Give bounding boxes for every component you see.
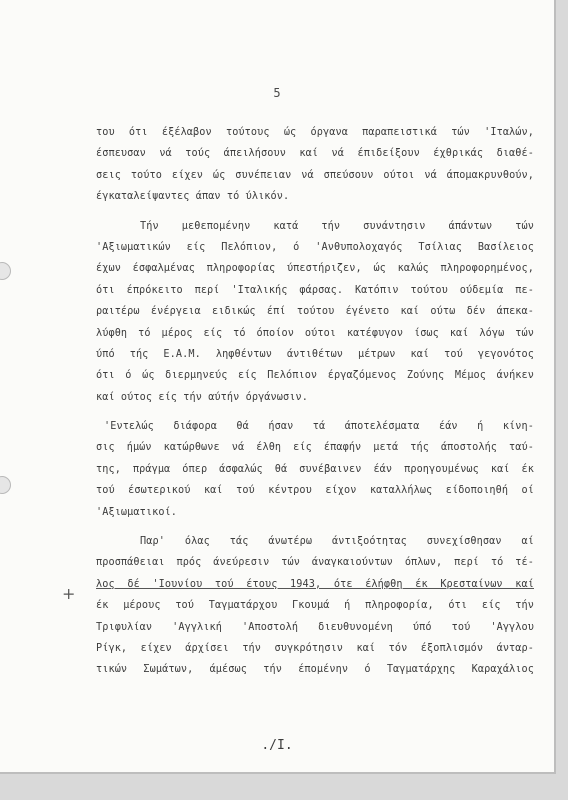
- text-line: τού έσωτερικού καί τού κέντρου είχον καταλλήλως είδοποιηθή οί: [96, 485, 534, 497]
- body-text: [96, 122, 534, 681]
- page-number: 5: [273, 86, 281, 100]
- underlined-text-line: λος δέ 'Ιουνίου τού έτους 1943, ότε έλήφθη έκ Κρεσταίνων καί: [96, 578, 534, 590]
- text-line: τικών Σωμάτων, άμέσως τήν έπομένην ό Ταγματάρχης Καραχάλιος: [96, 664, 534, 676]
- continuation-mark: ./I.: [261, 738, 293, 753]
- text-line: ότι έπρόκειτο περί 'Ιταλικής φάρσας. Κατόπιν τούτου ούδεμία πε-: [96, 284, 534, 296]
- text-line: έχων έσφαλμένας πληροφορίας ύπεστήριζεν, ώς καλώς πληροφορημένος,: [96, 263, 534, 275]
- text-line: έσπευσαν νά τούς άπειλήσουν καί νά έπιδείξουν έχθρικάς διαθέ-: [96, 148, 534, 160]
- text-line: της, πράγμα όπερ άσφαλώς θά συνέβαινεν έάν προηγουμένως καί έκ: [96, 463, 534, 475]
- text-line: ότι ό ώς διερμηνεύς είς Πελόπιον έργαζόμενος Ζούνης Μέμος άνήκεν: [96, 370, 534, 382]
- text-line: Ρίγκ, είχεν άρχίσει τήν συγκρότησιν καί τόν έξοπλισμόν άνταρ-: [96, 642, 534, 654]
- text-line: Τήν μεθεπομένην κατά τήν συνάντησιν άπάντων τών: [140, 220, 534, 232]
- text-line: 'Αξιωματικοί.: [96, 506, 178, 518]
- text-line: 'Εντελώς διάφορα θά ήσαν τά άποτελέσματα έάν ή κίνη-: [104, 421, 534, 433]
- text-line: καί ούτος είς τήν αύτήν όργάνωσιν.: [96, 391, 308, 403]
- text-line: 'Αξιωματικών είς Πελόπιον, ό 'Ανθυπολοχαγός Τσίλιας Βασίλειος: [96, 241, 534, 253]
- text-line: ραιτέρω ένέργεια ειδικώς έπί τούτου έγένετο καί ούτω δέν άπεκα-: [96, 306, 534, 318]
- text-line: προσπάθειαι πρός άνεύρεσιν τών άναγκαιούντων όπλων, περί τό τέ-: [96, 557, 534, 569]
- punch-hole: [0, 476, 11, 494]
- text-line: λύφθη τό μέρος είς τό όποίον ούτοι κατέφυγον ίσως καί λόγω τών: [96, 327, 534, 339]
- text-line: Παρ' όλας τάς άνωτέρω άντιξοότητας συνεχίσθησαν αί: [140, 536, 534, 548]
- text-line: Τριφυλίαν 'Αγγλική 'Αποστολή διευθυνομένη ύπό τού 'Αγγλου: [96, 621, 534, 633]
- text-line: έκ μέρους τού Ταγματάρχου Γκουμά ή πληροφορία, ότι είς τήν: [96, 600, 534, 612]
- text-line: έγκαταλείψαντες άπαν τό ύλικόν.: [96, 191, 290, 203]
- punch-hole: [0, 262, 11, 280]
- text-line: σεις τούτο είχεν ώς συνέπειαν νά σπεύσουν ούτοι νά άπομακρυνθούν,: [96, 169, 534, 181]
- text-line: ύπό τής Ε.Α.Μ. ληφθέντων άντιθέτων μέτρων καί τού γεγονότος: [96, 348, 534, 360]
- text-line: του ότι έξέλαβον τούτους ώς όργανα παραπειστικά τών 'Ιταλών,: [96, 127, 534, 138]
- handwritten-margin-mark: +: [62, 584, 76, 603]
- text-line: σις ήμών κατώρθωνε νά έλθη είς έπαφήν μετά τής άποστολής ταύ-: [96, 442, 534, 454]
